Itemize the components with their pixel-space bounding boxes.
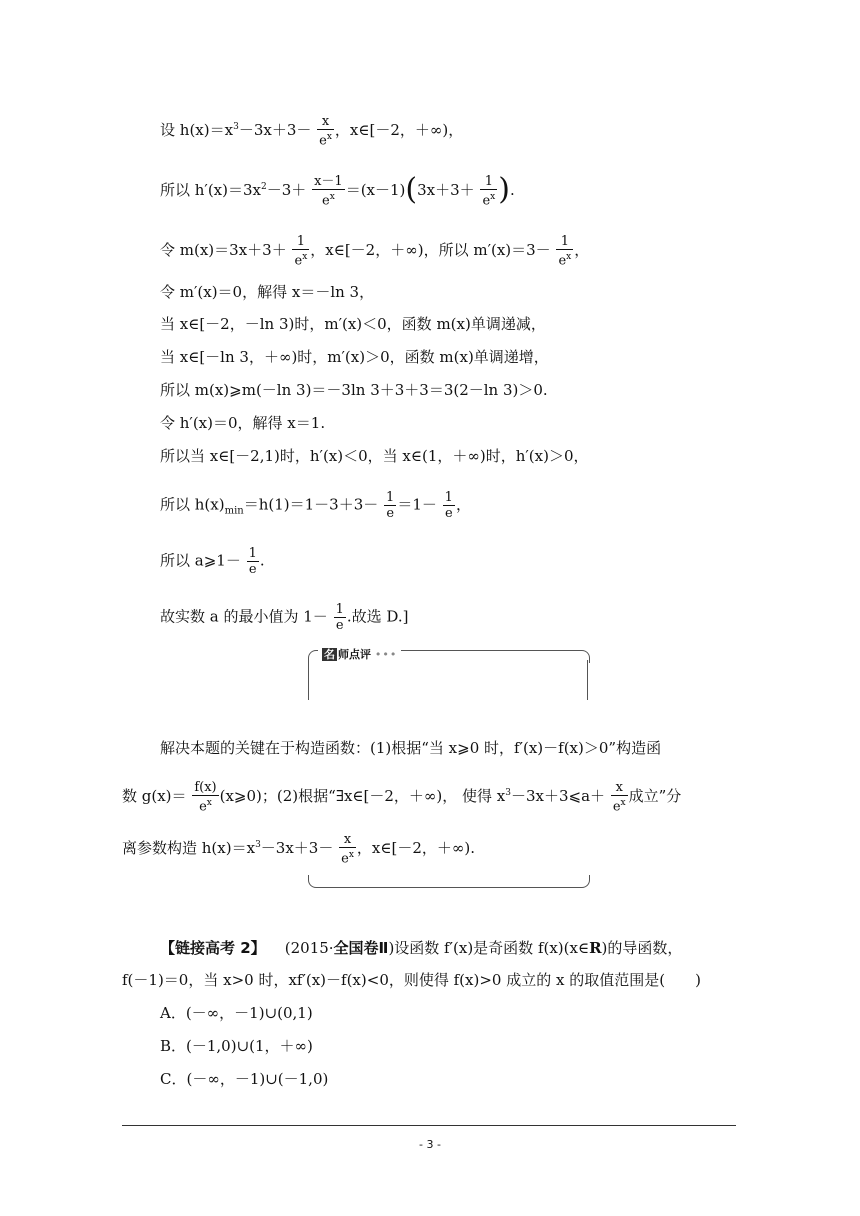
solution-line-6: 当 x∈[－ln 3，＋∞)时，m′(x)＞0，函数 m(x)单调递增， <box>160 348 549 366</box>
fraction: $\frac{x}{e^x}$ <box>341 832 354 867</box>
option-c: C．(－∞，－1)∪(－1,0) <box>160 1070 329 1088</box>
fraction: $\frac{1}{e^x}$ <box>558 234 572 269</box>
fraction: $\frac{1}{e}$ <box>444 490 453 521</box>
question-line-2: f(－1)＝0，当 x>0 时，xf′(x)－f(x)<0，则使得 f(x)>0 成立的 x 的取值范围是( ) <box>122 971 701 989</box>
fraction: $\frac{x}{e^x}$ <box>612 780 626 815</box>
fraction: $\frac{1}{e}$ <box>248 546 257 577</box>
solution-line-12: 故实数 a 的最小值为 1－ $\frac{1}{e}$ .故选 D.] <box>160 602 409 633</box>
solution-line-3: 令 m(x)＝3x＋3＋ $\frac{1}{e^x}$ ，x∈[－2，＋∞)，所以 m′(x)＝3－ $\frac{1}{e^x}$ ， <box>160 234 590 269</box>
solution-line-10: 所以 $h(x)_{min}=h(1)=1-3+3-$ $\frac{1}{e}$ ＝1－ $\frac{1}{e}$ ， <box>160 490 471 521</box>
note-paragraph-line-1: 解决本题的关键在于构造函数：(1)根据“当 x⩾0 时，f′(x)－f(x)＞0”构造函 <box>160 739 662 757</box>
solution-line-5: 当 x∈[－2，－ln 3)时，m′(x)＜0，函数 m(x)单调递减， <box>160 315 546 333</box>
footer-divider <box>122 1125 736 1126</box>
option-a: A．(－∞，－1)∪(0,1) <box>160 1004 313 1022</box>
page-number: - 3 - <box>419 1138 441 1151</box>
solution-line-11: 所以 a⩾1－ $\frac{1}{e}$ . <box>160 546 265 577</box>
fraction: $\frac{x-1}{e^x}$ <box>314 174 343 209</box>
note-paragraph-line-2: 数 g(x)＝ $\frac{f(x)}{e^x}$ (x⩾0)；(2)根据“∃x∈[－2，＋∞)， 使得 $x^3-3x+3⩽a+$ $\frac{x}{e^x}$ 成立”分 <box>122 780 682 815</box>
question-line-1: 【链接高考 2】 (2015·全国卷Ⅱ)设函数 f′(x)是奇函数 f(x)(x∈R)的导函数， <box>160 939 683 957</box>
fraction: $\frac{1}{e}$ <box>386 490 395 521</box>
solution-line-2: 所以 $h'(x)=3x^2-3+$ $\frac{x-1}{e^x}$ ＝(x－1)(3x＋3＋ $\frac{1}{e^x}$ ). <box>160 172 515 209</box>
question-heading: 【链接高考 2】 <box>160 939 266 957</box>
fraction: $\frac{1}{e^x}$ <box>482 174 496 209</box>
solution-line-8: 令 h′(x)＝0，解得 x＝1. <box>160 414 326 432</box>
fraction: $\frac{1}{e^x}$ <box>294 234 308 269</box>
note-paragraph-line-3: 离参数构造 $h(x)=x^3-3x+3-$ $\frac{x}{e^x}$ ，x∈[－2，＋∞). <box>122 832 475 867</box>
option-b: B．(－1,0)∪(1，＋∞) <box>160 1037 313 1055</box>
fraction: $\frac{x}{e^x}$ <box>319 114 332 149</box>
expert-note-tag: 名 师点评 ••• <box>318 647 401 663</box>
fraction: $\frac{1}{e}$ <box>335 602 344 633</box>
solution-line-9: 所以当 x∈[－2,1)时，h′(x)＜0，当 x∈(1，＋∞)时，h′(x)＞0， <box>160 447 589 465</box>
fraction: $\frac{f(x)}{e^x}$ <box>194 780 217 815</box>
solution-line-4: 令 m′(x)＝0，解得 x＝－ln 3， <box>160 283 375 301</box>
solution-line-1: 设 $h(x)=x^3-3x+3-$ $\frac{x}{e^x}$ ，x∈[－2，＋∞)， <box>160 114 464 149</box>
solution-line-7: 所以 m(x)⩾m(－ln 3)＝－3ln 3＋3＋3＝3(2－ln 3)＞0. <box>160 381 548 399</box>
